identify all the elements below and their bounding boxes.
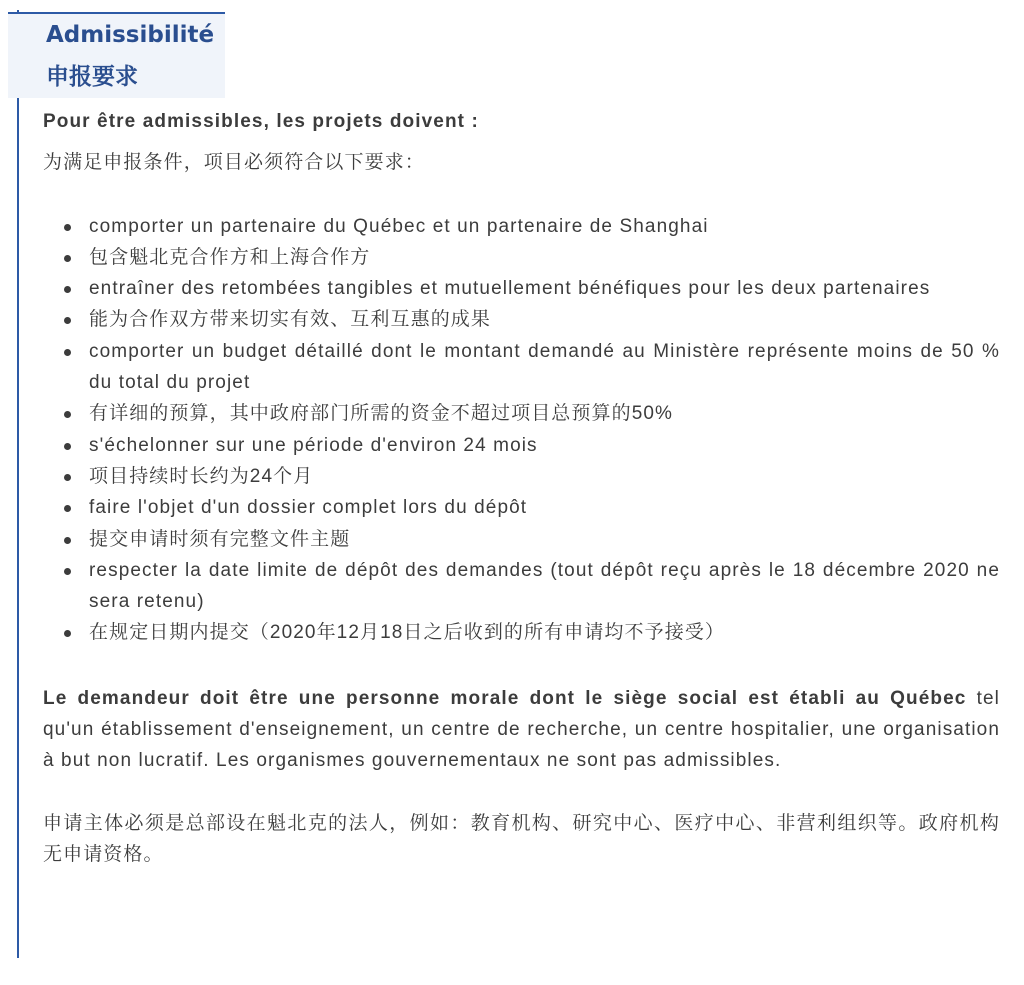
left-accent-border [17, 10, 19, 958]
section-title-cn: 申报要求 [46, 64, 138, 90]
bullet-icon [64, 537, 71, 544]
bullet-icon [64, 474, 71, 481]
list-item [43, 273, 1000, 304]
list-item [43, 398, 1000, 429]
list-item-text: 在规定日期内提交（2020年12月18日之后收到的所有申请均不予接受） [89, 622, 726, 644]
applicant-bold-text: Le demandeur doit être une personne morale dont le siège social est établi au Québec [43, 687, 967, 709]
list-item-text: s'échelonner sur une période d'environ 24 mois [89, 434, 538, 456]
list-item [43, 242, 1000, 273]
list-item-text: 包含魁北克合作方和上海合作方 [89, 246, 371, 268]
list-item-text: 有详细的预算，其中政府部门所需的资金不超过项目总预算的50% [89, 403, 674, 425]
bullet-icon [64, 443, 71, 450]
list-item [43, 617, 1000, 648]
list-item-text: faire l'objet d'un dossier complet lors du dépôt [89, 497, 528, 519]
list-item-text: comporter un budget détaillé dont le montant demandé au Ministère représente moins de 50 % du total du projet [89, 340, 1000, 394]
bullet-icon [64, 224, 71, 231]
list-item [43, 555, 1000, 618]
list-item-text: 项目持续时长约为24个月 [89, 465, 314, 487]
intro-fr: Pour être admissibles, les projets doivent : [43, 111, 479, 132]
list-item [43, 304, 1000, 335]
bullet-icon [64, 411, 71, 418]
bullet-icon [64, 317, 71, 324]
list-item-text: comporter un partenaire du Québec et un partenaire de Shanghai [89, 215, 709, 237]
bullet-icon [64, 349, 71, 356]
bullet-icon [64, 255, 71, 262]
section-title-fr: Admissibilité [46, 22, 215, 48]
list-item [43, 430, 1000, 461]
list-item-text: entraîner des retombées tangibles et mutuellement bénéfiques pour les deux partenaires [89, 278, 931, 300]
applicant-paragraph-fr [43, 683, 1000, 777]
bullet-icon [64, 505, 71, 512]
list-item [43, 492, 1000, 523]
applicant-paragraph-cn: 申请主体必须是总部设在魁北克的法人，例如：教育机构、研究中心、医疗中心、非营利组织等。政府机构无申请资格。 [43, 812, 1000, 865]
applicant-rest-text: tel qu'un établissement d'enseignement, un centre de recherche, un centre hospitalier, une organisation à but non lucratif. Les organismes gouvernementaux ne sont pas admissibles. [43, 687, 1000, 772]
list-item [43, 524, 1000, 555]
bullet-icon [64, 568, 71, 575]
intro-cn: 为满足申报条件，项目必须符合以下要求： [43, 152, 425, 174]
list-item-text: respecter la date limite de dépôt des demandes (tout dépôt reçu après le 18 décembre 2020 ne sera retenu) [89, 559, 1000, 613]
requirements-list [43, 211, 1000, 649]
list-item [43, 461, 1000, 492]
section-content [43, 106, 1000, 870]
list-item [43, 211, 1000, 242]
bullet-icon [64, 286, 71, 293]
list-item [43, 336, 1000, 399]
bullet-icon [64, 630, 71, 637]
list-item-text: 能为合作双方带来切实有效、互利互惠的成果 [89, 309, 492, 331]
list-item-text: 提交申请时须有完整文件主题 [89, 528, 351, 550]
